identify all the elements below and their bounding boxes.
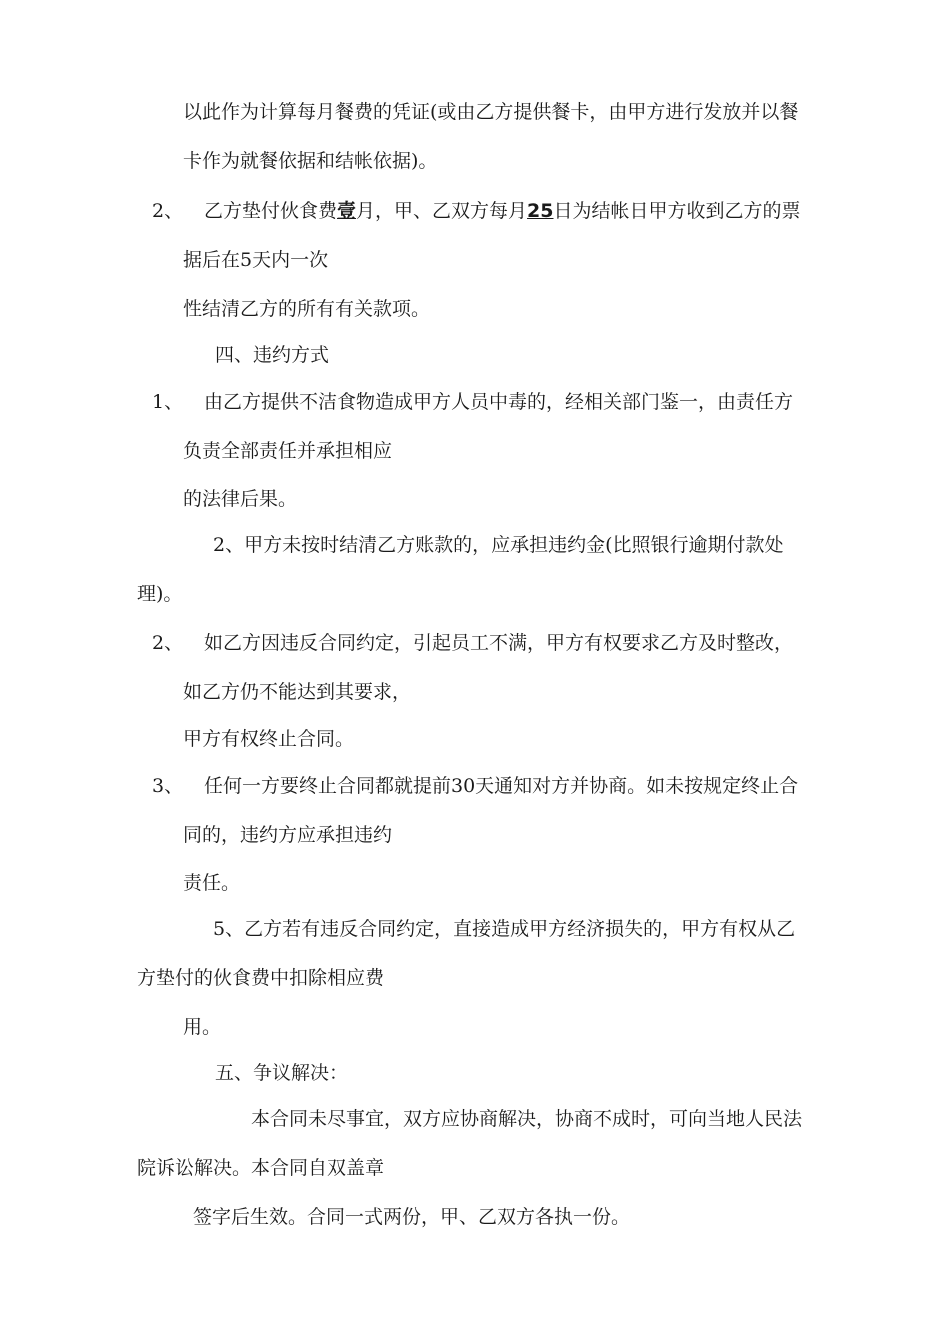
paragraph-line: 据后在5天内一次: [183, 249, 329, 271]
paragraph-line: 同的，违约方应承担违约: [183, 824, 393, 846]
paragraph-line: 院诉讼解决。本合同自双盖章: [137, 1157, 385, 1179]
item-number: 3、: [152, 775, 184, 797]
paragraph-line: 甲方有权终止合同。: [183, 728, 355, 750]
item-number: 2、: [152, 632, 184, 654]
paragraph-line: 签字后生效。合同一式两份，甲、乙双方各执一份。: [193, 1206, 631, 1228]
text-segment: 日为结帐日甲方收到乙方的票: [553, 200, 801, 222]
emphasized-month-count: 壹: [337, 200, 357, 222]
section-heading: 五、争议解决：: [215, 1062, 349, 1084]
paragraph-line: 本合同未尽事宜，双方应协商解决，协商不成时，可向当地人民法: [251, 1108, 803, 1130]
section-heading: 四、违约方式: [215, 344, 330, 366]
item-number: 2、: [152, 200, 184, 222]
item-number: 1、: [152, 391, 184, 413]
emphasized-settlement-day: 25: [527, 200, 554, 222]
paragraph-line: 性结清乙方的所有有关款项。: [183, 298, 431, 320]
paragraph-line: 卡作为就餐依据和结帐依据)。: [183, 150, 438, 172]
paragraph-line: 负责全部责任并承担相应: [183, 440, 393, 462]
paragraph-line: 理)。: [137, 583, 183, 605]
paragraph-line: 5、乙方若有违反合同约定，直接造成甲方经济损失的，甲方有权从乙: [213, 918, 796, 940]
payment-terms-line: [204, 198, 801, 224]
paragraph-line: 方垫付的伙食费中扣除相应费: [137, 967, 385, 989]
paragraph-line: 的法律后果。: [183, 488, 298, 510]
paragraph-line: 由乙方提供不洁食物造成甲方人员中毒的，经相关部门鉴一，由责任方: [204, 391, 794, 413]
paragraph-line: 以此作为计算每月餐费的凭证(或由乙方提供餐卡，由甲方进行发放并以餐: [183, 101, 799, 123]
paragraph-line: 2、甲方未按时结清乙方账款的，应承担违约金(比照银行逾期付款处: [213, 534, 784, 556]
text-segment: 月，甲、乙双方每月: [356, 200, 528, 222]
paragraph-line: 用。: [183, 1016, 222, 1038]
text-segment: 乙方垫付伙食费: [204, 200, 338, 222]
paragraph-line: 责任。: [183, 872, 241, 894]
paragraph-line: 如乙方仍不能达到其要求，: [183, 681, 412, 703]
paragraph-line: 任何一方要终止合同都就提前30天通知对方并协商。如未按规定终止合: [204, 775, 799, 797]
paragraph-line: 如乙方因违反合同约定，引起员工不满，甲方有权要求乙方及时整改，: [204, 632, 794, 654]
